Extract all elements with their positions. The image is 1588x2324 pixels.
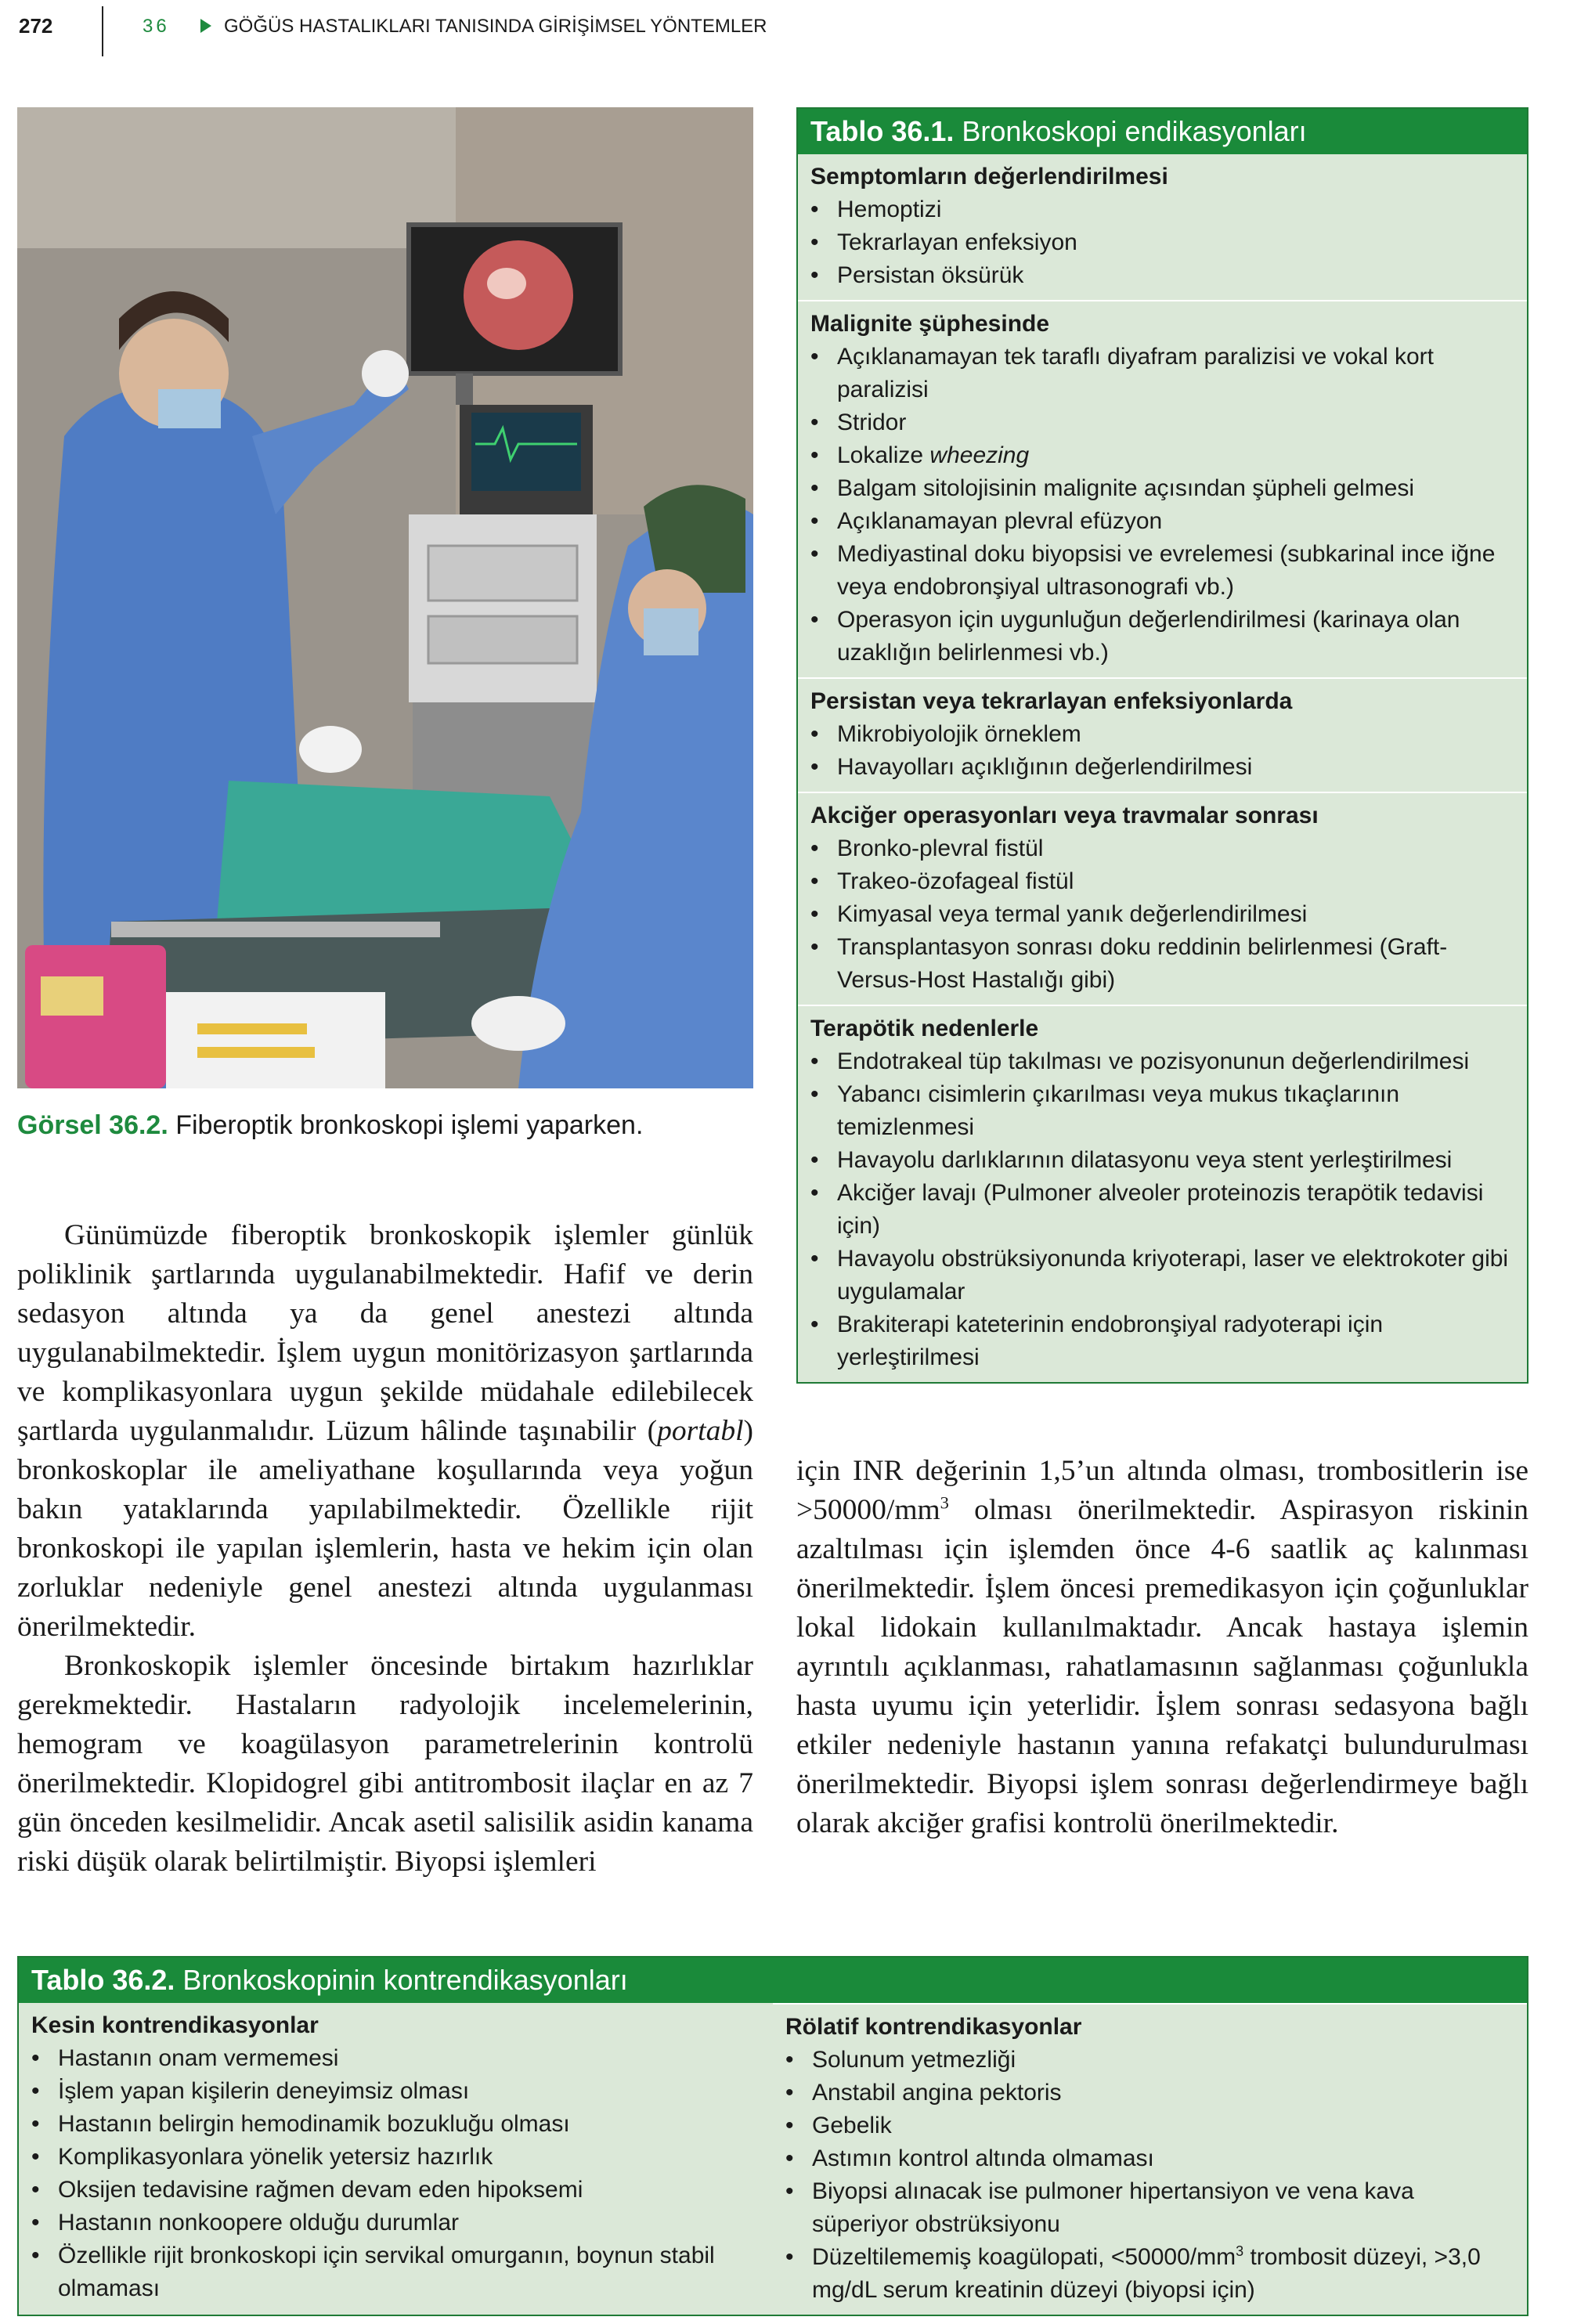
chapter-title: GÖĞÜS HASTALIKLARI TANISINDA GİRİŞİMSEL YÖNTEMLER (224, 16, 767, 37)
figure-label: Görsel 36.2. (17, 1110, 168, 1140)
relative-contraindications (773, 2003, 1527, 2315)
section-title: Semptomların değerlendirilmesi (810, 164, 1168, 189)
list-item: • Anstabil angina pektoris (785, 2077, 1514, 2109)
list-item: • Mikrobiyolojik örneklem (810, 718, 1514, 751)
list-item: • Lokalize wheezing (810, 439, 1514, 472)
item-list (810, 832, 1514, 997)
chapter-number: 36 (143, 16, 170, 37)
item-list (785, 2044, 1514, 2307)
section-title: Terapötik nedenlerle (810, 1016, 1039, 1041)
section-title: Rölatif kontrendikasyonlar (785, 2014, 1082, 2040)
list-item: • İşlem yapan kişilerin deneyimsiz olması (31, 2075, 760, 2108)
table-section (798, 1005, 1527, 1382)
item-text: trombosit düzeyi, >3,0 mg/dL serum kreatinin düzeyi (biyopsi için) (812, 2244, 1481, 2303)
list-item: • Persistan öksürük (810, 259, 1514, 292)
list-item: • Solunum yetmezliği (785, 2044, 1514, 2077)
table-section (798, 300, 1527, 677)
list-item: • Kimyasal veya termal yanık değerlendirilmesi (810, 898, 1514, 931)
table-section (798, 792, 1527, 1005)
table-body (798, 154, 1527, 1382)
item-text: Düzeltilememiş koagülopati, <50000/mm (812, 2244, 1236, 2270)
list-item: • Balgam sitolojisinin malignite açısından şüpheli gelmesi (810, 472, 1514, 505)
list-item: • Transplantasyon sonrası doku reddinin belirlenmesi (Graft-Versus-Host Hastalığı gibi) (810, 931, 1514, 997)
table-section (798, 154, 1527, 300)
item-list (810, 341, 1514, 669)
list-item: • Özellikle rijit bronkoskopi için servikal omurganın, boynun stabil olmaması (31, 2239, 760, 2305)
contraindications-table (17, 1956, 1528, 2316)
list-item: • Trakeo-özofageal fistül (810, 865, 1514, 898)
list-item: • Hastanın belirgin hemodinamik bozukluğu olması (31, 2108, 760, 2141)
list-item: • Akciğer lavajı (Pulmoner alveoler proteinozis terapötik tedavisi için) (810, 1177, 1514, 1243)
list-item: • Gebelik (785, 2109, 1514, 2142)
figure-caption (17, 1110, 753, 1141)
item-list (810, 1045, 1514, 1374)
list-item: • Havayolu darlıklarının dilatasyonu veya stent yerleştirilmesi (810, 1144, 1514, 1177)
list-item (785, 2241, 1514, 2307)
list-item: • Tekrarlayan enfeksiyon (810, 226, 1514, 259)
page-number: 272 (19, 14, 53, 38)
item-list (810, 193, 1514, 292)
list-item: • Endotrakeal tüp takılması ve pozisyonunun değerlendirilmesi (810, 1045, 1514, 1078)
table-columns (19, 2003, 1527, 2315)
section-title: Akciğer operasyonları veya travmalar sonrası (810, 803, 1319, 828)
body-paragraph: için INR değerinin 1,5’un altında olması, trombositlerin ise $>50000/mm^3$ olması önerilmektedir. Aspirasyon riskinin azaltılması için işlemden önce 4-6 saatlik aç kalınması önerilmektedir. İşlem öncesi premedikasyon için çoğunluklar lokal lidokain kullanılmaktadır. Ancak hastaya işlemin ayrıntılı açıklanması, rahatlamasının sağlanması çoğunlukla hasta uyumu için yeterlidir. İşlem sonrası sedasyona bağlı etkiler nedeniyle hastanın yanına refakatçi bulundurulması önerilmektedir. Biyopsi işlem sonrası değerlendirmeye bağlı olarak akciğer grafisi kontrolü önerilmektedir. (796, 1455, 1528, 1839)
figure-caption-text: Fiberoptik bronkoskopi işlemi yaparken. (168, 1110, 644, 1140)
item-list (31, 2042, 760, 2305)
section-title: Kesin kontrendikasyonlar (31, 2012, 319, 2038)
list-item: • Hemoptizi (810, 193, 1514, 226)
list-item: • Açıklanamayan plevral efüzyon (810, 505, 1514, 538)
table-section (798, 677, 1527, 792)
list-item: • Açıklanamayan tek taraflı diyafram paralizisi ve vokal kort paralizisi (810, 341, 1514, 406)
list-item: • Oksijen tedavisine rağmen devam eden hipoksemi (31, 2174, 760, 2207)
table-title: Tablo 36.1. Bronkoskopi endikasyonları (798, 109, 1527, 154)
list-item: • Biyopsi alınacak ise pulmoner hipertansiyon ve vena kava süperiyor obstrüksiyonu (785, 2175, 1514, 2241)
list-item: • Stridor (810, 406, 1514, 439)
bronchoscopy-photo (17, 107, 753, 1088)
list-item: • Hastanın nonkoopere olduğu durumlar (31, 2207, 760, 2239)
item-list (810, 718, 1514, 784)
table-title: Tablo 36.2. Bronkoskopinin kontrendikasyonları (19, 1958, 1527, 2003)
list-item: • Brakiterapi kateterinin endobronşiyal radyoterapi için yerleştirilmesi (810, 1308, 1514, 1374)
chapter-arrow-icon (200, 19, 211, 33)
header-divider (102, 6, 103, 56)
list-item: • Hastanın onam vermemesi (31, 2042, 760, 2075)
list-item: • Komplikasyonlara yönelik yetersiz hazırlık (31, 2141, 760, 2174)
italic-term: wheezing (929, 442, 1030, 468)
list-item: • Havayolları açıklığının değerlendirilmesi (810, 751, 1514, 784)
left-column-text (17, 1216, 753, 1882)
list-item: • Yabancı cisimlerin çıkarılması veya mukus tıkaçlarının temizlenmesi (810, 1078, 1514, 1144)
list-item: • Operasyon için uygunluğun değerlendirilmesi (karinaya olan uzaklığın belirlenmesi vb.) (810, 604, 1514, 669)
indications-table (796, 107, 1528, 1384)
body-paragraph: Günümüzde fiberoptik bronkoskopik işlemler günlük poliklinik şartlarında uygulanabilmektedir. Hafif ve derin sedasyon altında ya da genel anestezi altında uygulanabilmektedir. İşlem uygun monitörizasyon şartlarında ve komplikasyonlara uygun şekilde müdahale edilebilecek şartlarda uygulanmalıdır. Lüzum hâlinde taşınabilir (portabl) bronkoskoplar ile ameliyathane koşullarında veya yoğun bakın yataklarında yapılabilmektedir. Özellikle rijit bronkoskopi ile yapılan işlemlerin, hasta ve hekim için olan zorluklar nedeniyle genel anestezi altında uygulanması önerilmektedir. (17, 1219, 753, 1643)
body-paragraph: Bronkoskopik işlemler öncesinde birtakım hazırlıklar gerekmektedir. Hastaların radyolojik incelemelerinin, hemogram ve koagülasyon parametrelerinin kontrolü önerilmektedir. Klopidogrel gibi antitrombosit ilaçlar en az 7 gün önceden kesilmelidir. Ancak asetil salisilik asidin kanama riski düşük olarak belirtilmiştir. Biyopsi işlemleri (17, 1650, 753, 1878)
superscript: 3 (1236, 2243, 1244, 2259)
running-header (19, 13, 1569, 53)
section-title: Persistan veya tekrarlayan enfeksiyonlarda (810, 688, 1293, 714)
italic-term: portabl (657, 1415, 744, 1447)
list-item: • Havayolu obstrüksiyonunda kriyoterapi, laser ve elektrokoter gibi uygulamalar (810, 1243, 1514, 1308)
absolute-contraindications (19, 2003, 773, 2315)
list-item: • Bronko-plevral fistül (810, 832, 1514, 865)
right-column-text (796, 1452, 1528, 1843)
list-item: • Mediyastinal doku biyopsisi ve evrelemesi (subkarinal ince iğne veya endobronşiyal ultrasonografi vb.) (810, 538, 1514, 604)
section-title: Malignite şüphesinde (810, 311, 1050, 337)
list-item: • Astımın kontrol altında olmaması (785, 2142, 1514, 2175)
